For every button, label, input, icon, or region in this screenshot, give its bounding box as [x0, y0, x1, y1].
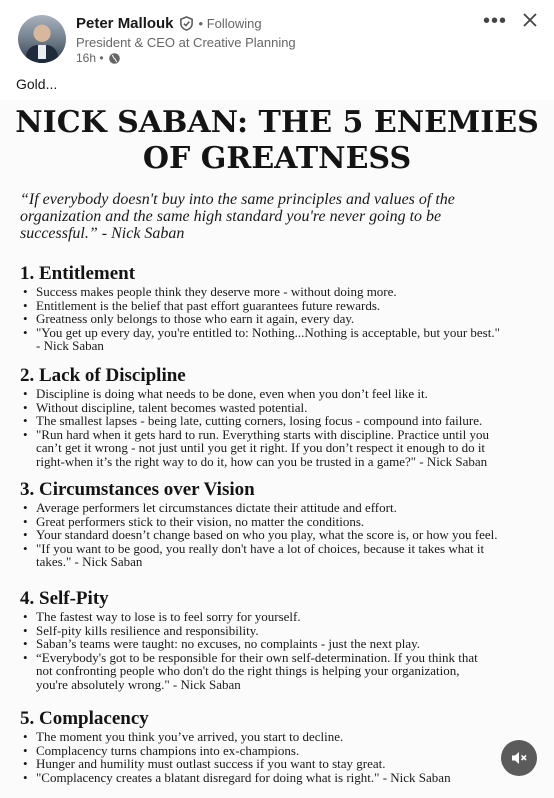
- bullet-item: • "Run hard when it gets hard to run. Everything starts with discipline. Practice until you: [36, 428, 540, 442]
- bullet-list: [20, 285, 540, 353]
- section-complacency: [20, 708, 540, 784]
- bullet-item: • Self-pity kills resilience and responsibility.: [36, 624, 540, 638]
- quote-line: “If everybody doesn't buy into the same principles and values of the: [20, 191, 455, 208]
- bullet-list: [20, 610, 540, 691]
- bullet-list: [20, 730, 540, 784]
- document-title-line: OF GREATNESS: [142, 141, 412, 176]
- section-heading: 1. Entitlement: [20, 263, 136, 284]
- opening-quote: [20, 191, 520, 242]
- section-lack-of-discipline: [20, 365, 540, 468]
- section-circumstances-over-vision: [20, 479, 540, 569]
- more-options-icon[interactable]: •••: [483, 10, 508, 32]
- bullet-item: • Great performers stick to their vision, no matter the conditions.: [36, 515, 540, 529]
- bullet-continuation: you're absolutely wrong." - Nick Saban: [36, 676, 241, 692]
- bullet-item: • Complacency turns champions into ex-champions.: [36, 744, 540, 758]
- bullet-item: • “Everybody's got to be responsible for their own self-determination. If you think that: [36, 651, 540, 665]
- bullet-continuation: right-when it’s the right way to do it, how can you be trusted in a game?" - Nick Saban: [36, 453, 488, 469]
- bullet-item: • Discipline is doing what needs to be done, even when you don’t feel like it.: [36, 387, 540, 401]
- section-entitlement: [20, 263, 540, 353]
- bullet-continuation: not confronting people who don't do the right things is helping your organization,: [36, 663, 460, 678]
- globe-icon: [108, 52, 121, 65]
- document-title-line: NICK SABAN: THE 5 ENEMIES: [15, 105, 539, 140]
- bullet-continuation: takes." - Nick Saban: [36, 554, 143, 569]
- quote-line: organization and the same high standard you're never going to be: [20, 208, 442, 225]
- quote-line: successful.” - Nick Saban: [20, 225, 185, 242]
- avatar-shirt: [38, 45, 46, 59]
- verified-shield-icon: [179, 16, 194, 31]
- post-time-row: [76, 51, 121, 65]
- bullet-item: • "Complacency creates a blatant disregard for doing what is right." - Nick Saban: [36, 771, 540, 785]
- mute-button[interactable]: [501, 740, 537, 776]
- bullet-item: • The moment you think you’ve arrived, you start to decline.: [36, 730, 540, 744]
- post-image[interactable]: [0, 100, 554, 798]
- close-icon[interactable]: [520, 10, 540, 30]
- bullet-item: • The fastest way to lose is to feel sorry for yourself.: [36, 610, 540, 624]
- post-time: 16h •: [76, 51, 104, 65]
- bullet-continuation: can’t get it wrong - not just until you get it right. If you don’t respect it enough to do it: [36, 440, 486, 455]
- section-heading: 5. Complacency: [20, 708, 149, 729]
- bullet-item: • "You get up every day, you're entitled to: Nothing...Nothing is acceptable, but your best.": [36, 326, 540, 340]
- following-status: • Following: [198, 16, 262, 31]
- section-heading: 4. Self-Pity: [20, 588, 109, 609]
- bullet-list: [20, 501, 540, 569]
- bullet-item: • Greatness only belongs to those who earn it again, every day.: [36, 312, 540, 326]
- avatar[interactable]: [18, 15, 66, 63]
- muted-speaker-icon: [510, 749, 528, 767]
- bullet-item: • Without discipline, talent becomes wasted potential.: [36, 401, 540, 415]
- bullet-continuation: - Nick Saban: [36, 338, 104, 353]
- post-header: [0, 0, 554, 70]
- section-heading: 2. Lack of Discipline: [20, 365, 186, 386]
- document-title: [0, 105, 554, 177]
- bullet-item: • Saban’s teams were taught: no excuses, no complaints - just the next play.: [36, 637, 540, 651]
- bullet-item: • Hunger and humility must outlast success if you want to stay great.: [36, 757, 540, 771]
- section-heading: 3. Circumstances over Vision: [20, 479, 255, 500]
- bullet-item: • Your standard doesn’t change based on who you play, what the score is, or how you feel.: [36, 528, 540, 542]
- bullet-list: [20, 387, 540, 468]
- section-self-pity: [20, 588, 540, 691]
- author-name[interactable]: Peter Mallouk: [76, 15, 174, 32]
- bullet-item: • Entitlement is the belief that past effort guarantees future rewards.: [36, 299, 540, 313]
- bullet-item: • The smallest lapses - being late, cutting corners, losing focus - compound into failure.: [36, 414, 540, 428]
- author-row: [76, 15, 262, 32]
- bullet-item: • Average performers let circumstances dictate their attitude and effort.: [36, 501, 540, 515]
- bullet-item: • Success makes people think they deserve more - without doing more.: [36, 285, 540, 299]
- bullet-item: • "If you want to be good, you really don't have a lot of choices, because it takes what it: [36, 542, 540, 556]
- post-caption: Gold...: [16, 76, 58, 92]
- author-headline: President & CEO at Creative Planning: [76, 35, 296, 50]
